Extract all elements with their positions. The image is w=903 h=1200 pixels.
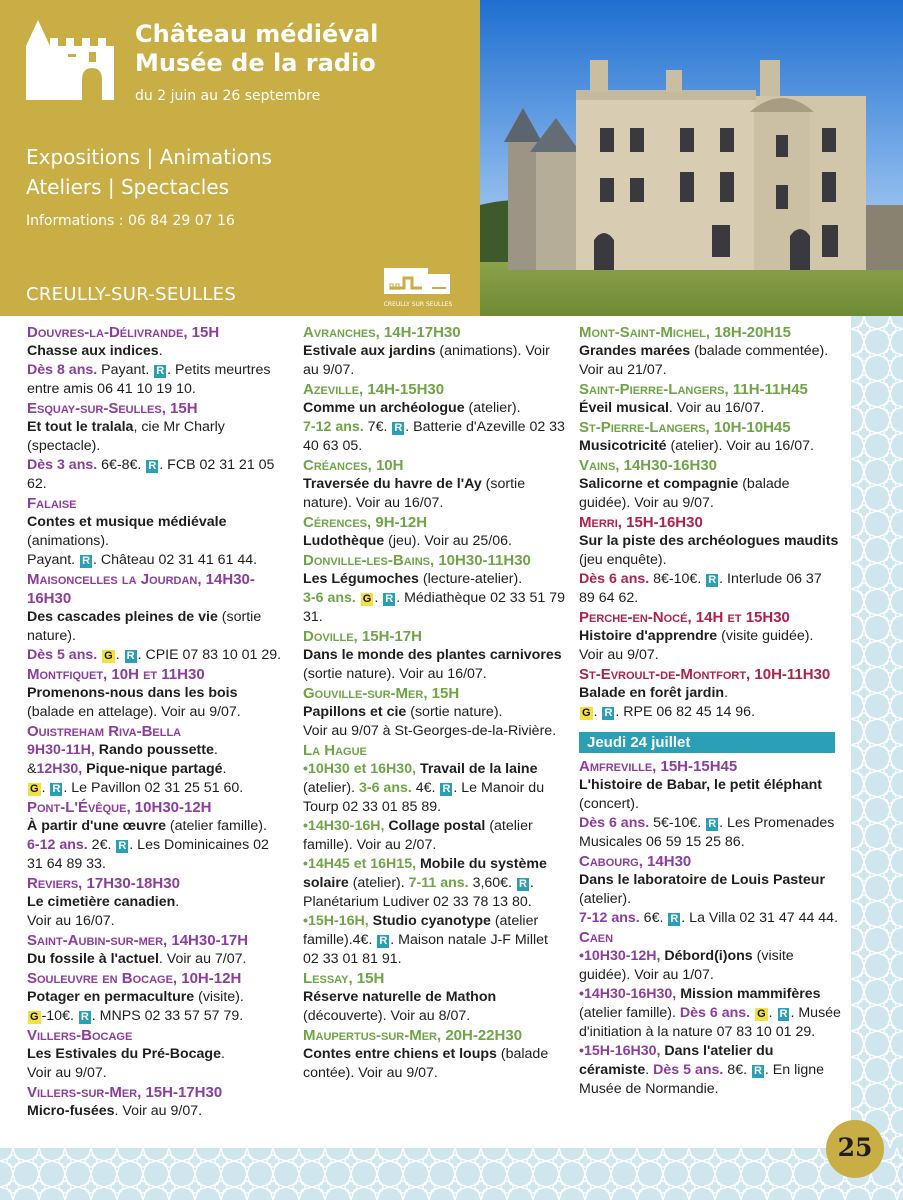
event-title: Micro-fusées [27,1103,115,1119]
event-location: Esquay-sur-Seulles, 15H [27,400,198,417]
event-text: (atelier). [464,400,521,416]
column-3 [579,323,841,1099]
event-text: . [213,742,218,758]
event-highlight: •10H30-12H, [579,948,661,964]
event-details [27,342,287,399]
event-location: Gouville-sur-Mer, 15H [303,685,460,702]
event-title: Pique-nique partagé [82,761,223,777]
event-location: Avranches, 14H-17H30 [303,324,461,341]
event-text: . Voir au 7/07. [158,951,247,967]
event-text: . [768,1005,777,1021]
event-text: (balade commentée). Voir au 21/07. [579,343,829,378]
day-header: Jeudi 24 juillet [579,732,835,753]
free-badge: G [104,650,113,662]
event-text: . [115,647,124,663]
event-entry [27,494,287,570]
event-text: . Les Dominicaines 02 31 64 89 33. [27,837,269,872]
event-details [27,893,287,931]
event-title: À partir d'une œuvre [27,818,166,834]
event-title: Traversée du havre de l'Ay [303,476,482,492]
event-text [750,1005,754,1021]
event-text: (découverte). Voir au 8/07. [303,1008,471,1024]
event-title: Balade en forêt jardin [579,685,725,701]
reservation-badge: R [148,460,157,472]
event-text [356,590,360,606]
event-entry [27,570,287,665]
event-title: Les Estivales du Pré-Bocage [27,1046,221,1062]
event-text: . Batterie d'Azeville 02 33 40 63 05. [303,419,565,454]
event-text: (atelier). [303,780,359,796]
reservation-badge: R [394,422,403,434]
event-text: (atelier). Voir au 16/07. [666,438,814,454]
event-text: . Voir au 9/07. [114,1103,203,1119]
reservation-badge: R [385,593,394,605]
event-title: Débord(i)ons [660,948,753,964]
event-details [303,1045,565,1083]
event-highlight: 7-11 ans. [408,875,469,891]
event-details [303,532,565,551]
event-details [579,776,841,852]
event-text: , cie Mr Charly (spectacle). [27,419,225,454]
event-text: . CPIE 07 83 10 01 29. [137,647,282,663]
event-entry [579,380,841,418]
event-text: (concert). [579,796,639,812]
event-text: Payant. [97,362,154,378]
event-text: 5€-10€. [649,815,706,831]
event-title: Promenons-nous dans les bois [27,685,238,701]
castle-photo [480,0,903,316]
event-text: . En ligne Musée de Normandie. [579,1062,825,1097]
event-text: (jeu). Voir au 25/06. [384,533,512,549]
event-title: Les Légumoches [303,571,419,587]
event-title: Sur la piste des archéologues maudits [579,533,839,549]
event-text: & [27,761,37,777]
event-entry [579,608,841,665]
event-text: (sortie nature). Voir au 16/07. [303,476,526,511]
banner-activities-line1: Expositions | Animations [26,145,272,169]
event-title: Estivale aux jardins [303,343,436,359]
event-text: Payant. [27,552,80,568]
event-entry [303,456,565,513]
event-text: 4€. [411,780,440,796]
free-badge: G [757,1008,766,1020]
event-details [27,988,287,1026]
event-highlight: •10H30 et 16H30, [303,761,417,777]
event-entry [27,722,287,798]
event-text: (visite guidée). Voir au 9/07. [579,628,814,663]
event-text: . [724,685,729,701]
event-details [579,627,841,665]
event-highlight: Dès 6 ans. [579,815,650,831]
event-text: . Musée d'initiation à la nature 07 83 10 01 29. [579,1005,841,1040]
event-text: (balade guidée). Voir au 9/07. [579,476,790,511]
event-entry [27,399,287,494]
event-details [303,703,565,741]
event-text: . Petits meurtres entre amis 06 41 10 19 10. [27,362,271,397]
event-highlight: 3-6 ans. [303,590,356,606]
castle-icon [22,16,122,100]
town-logo [380,266,456,310]
event-text: (animations). [27,533,110,549]
event-details [579,684,841,722]
reservation-badge: R [604,707,613,719]
event-details [27,418,287,494]
event-text: . Château 02 31 41 61 44. [93,552,258,568]
event-text: (atelier famille). [165,818,267,834]
event-entry [579,323,841,380]
event-location: Douvres-la-Délivrande, 15H [27,324,220,341]
event-highlight: Dès 3 ans. [27,457,98,473]
reservation-badge: R [126,650,135,662]
event-location: Azeville, 14H-15H30 [303,381,445,398]
event-text: . [220,1046,225,1062]
banner-title-line1: Château médiéval [135,20,379,48]
event-location: Merri, 15H-16H30 [579,514,703,531]
event-text: (sortie nature). [27,609,262,644]
reservation-badge: R [670,913,679,925]
event-highlight: •14H30-16H30, [579,986,677,1002]
event-location: Cabourg, 14H30 [579,853,692,870]
event-location: Maupertus-sur-Mer, 20H-22H30 [303,1027,523,1044]
event-location: St-Pierre-Langers, 10H-10H45 [579,419,791,436]
event-details [579,342,841,380]
event-entry [27,874,287,931]
event-text: Voir au 9/07. [27,1065,107,1081]
event-entry [27,1026,287,1083]
event-text: (animations). Voir au 9/07. [303,343,550,378]
event-title: Potager en permaculture [27,989,195,1005]
event-location: Pont-L'Évêque, 10H30-12H [27,799,212,816]
event-details [27,608,287,665]
event-title: Du fossile à l'actuel [27,951,159,967]
event-text: Voir au 16/07. [27,913,115,929]
event-details [27,1045,287,1083]
event-details [579,947,841,1099]
event-details [579,532,841,608]
event-details [27,741,287,798]
event-highlight: Dès 5 ans. [653,1062,724,1078]
event-text: 8€-10€. [649,571,706,587]
event-location: Doville, 15H-17H [303,628,422,645]
event-text: . Le Manoir du Tourp 02 33 01 85 89. [303,780,545,815]
event-details [303,760,565,969]
event-location: Reviers, 17H30-18H30 [27,875,180,892]
column-1 [27,323,287,1121]
event-text: (lecture-atelier). [418,571,523,587]
reservation-badge: R [779,1008,788,1020]
banner-activities [26,142,272,202]
reservation-badge: R [80,1011,89,1023]
event-location: Donville-les-Bains, 10H30-11H30 [303,552,531,569]
event-title: Dans le laboratoire de Louis Pasteur [579,872,825,888]
event-highlight: Dès 5 ans. [27,647,98,663]
event-text: . [175,894,180,910]
event-text: Voir au 9/07 à St-Georges-de-la-Rivière. [303,723,557,739]
event-title: Collage postal [384,818,486,834]
event-text: . Maison natale J-F Millet 02 33 01 81 91. [303,932,548,967]
event-text: (atelier famille). Voir au 2/07. [303,818,533,853]
event-details [27,950,287,969]
event-banner [0,0,480,316]
event-text: . [41,780,50,796]
event-text: 8€. [723,1062,751,1078]
event-text: (atelier). [579,891,632,907]
event-text: (jeu enquête). [579,552,667,568]
event-title: Chasse aux indices [27,343,159,359]
event-entry [579,665,841,722]
event-details [303,475,565,513]
event-details [579,437,841,456]
event-entry [27,665,287,722]
event-title: Mobile du système solaire [303,856,547,891]
event-text: . [222,761,227,777]
event-highlight: Dès 8 ans. [27,362,98,378]
event-text: (atelier famille).4€. [303,913,539,948]
event-title: Réserve naturelle de Mathon [303,989,497,1005]
event-text: . RPE 06 82 45 14 96. [615,704,756,720]
event-text: . La Villa 02 31 47 44 44. [681,910,839,926]
event-highlight: Dès 6 ans. [579,571,650,587]
event-entry [579,928,841,1099]
event-highlight: 12H30, [36,761,83,777]
bottom-pattern [0,1148,903,1200]
event-highlight: 9H30-11H, [27,742,95,758]
event-entry [303,969,565,1026]
event-title: Et tout le tralala [27,419,134,435]
event-entry [579,852,841,928]
event-location: Cérences, 9H-12H [303,514,428,531]
event-text: 2€. [87,837,116,853]
event-text: (visite guidée). Voir au 1/07. [579,948,794,983]
reservation-badge: R [156,365,165,377]
event-entry [303,323,565,380]
event-text: . [645,1062,654,1078]
event-title: Histoire d'apprendre [579,628,718,644]
event-text: . Le Pavillon 02 31 25 51 60. [63,780,244,796]
event-highlight: 3-6 ans. [358,780,412,796]
event-location: Montfiquet, 10H et 11H30 [27,666,205,683]
event-location: Falaise [27,495,77,512]
banner-town: CREULLY-SUR-SEULLES [26,284,237,305]
event-entry [27,798,287,874]
event-location: Créances, 10H [303,457,404,474]
free-badge: G [362,593,372,605]
side-pattern [851,316,903,1200]
event-entry [303,513,565,551]
reservation-badge: R [708,574,717,586]
event-highlight: 7-12 ans. [303,419,364,435]
event-text [97,647,101,663]
reservation-badge: R [708,818,717,830]
free-badge: G [30,1011,39,1023]
event-title: Papillons et cie [303,704,407,720]
event-entry [579,757,841,852]
event-title: Grandes marées [579,343,691,359]
event-location: Perche-en-Nocé, 14H et 15H30 [579,609,790,626]
event-details [579,399,841,418]
event-text: 7€. [363,419,392,435]
event-entry [579,418,841,456]
event-text: -10€. [41,1008,78,1024]
event-details [303,570,565,627]
reservation-badge: R [518,878,527,890]
event-text: (balade contée). Voir au 9/07. [303,1046,549,1081]
reservation-badge: R [52,783,61,795]
event-location: La Hague [303,742,367,759]
town-logo-icon [380,266,456,300]
event-location: Saint-Pierre-Langers, 11H-11H45 [579,381,808,398]
event-location: Villers-Bocage [27,1027,133,1044]
event-title: Contes et musique médiévale [27,514,227,530]
event-entry [303,627,565,684]
event-highlight: •15H-16H, [303,913,369,929]
event-text: 6€. [639,910,668,926]
event-location: Vains, 14H30-16H30 [579,457,718,474]
event-location: Caen [579,929,614,946]
event-text: (visite). [194,989,244,1005]
event-location: Mont-Saint-Michel, 18H-20H15 [579,324,791,341]
free-badge: G [582,707,591,719]
event-title: Rando poussette [94,742,214,758]
event-highlight: Dès 6 ans. [679,1005,751,1021]
event-location: Maisoncelles la Jourdan, 14H30-16H30 [27,571,255,607]
event-text: . Médiathèque 02 33 51 79 31. [303,590,566,625]
event-title: Contes entre chiens et loups [303,1046,497,1062]
event-title: L'histoire de Babar, le petit éléphant [579,777,823,793]
event-details [27,513,287,570]
event-text: . Voir au 16/07. [668,400,765,416]
event-entry [303,380,565,456]
page-number: 25 [826,1120,884,1178]
event-text: 3,60€. [468,875,516,891]
event-text: . Interlude 06 37 89 64 62. [579,571,822,606]
event-text: (balade en attelage). Voir au 9/07. [27,704,241,720]
event-entry [303,684,565,741]
event-title: Ludothèque [303,533,385,549]
event-title: Comme un archéologue [303,400,465,416]
event-location: Villers-sur-Mer, 15H-17H30 [27,1084,223,1101]
event-text: . [374,590,383,606]
event-details [303,342,565,380]
event-details [303,646,565,684]
event-title: Des cascades pleines de vie [27,609,218,625]
event-highlight: 7-12 ans. [579,910,640,926]
event-text: (atelier famille). [579,1005,680,1021]
column-2 [303,323,565,1083]
event-highlight: •14H45 et 16H15, [303,856,417,872]
town-logo-caption: CREULLY SUR SEULLES [383,301,453,308]
event-title: Musicotricité [579,438,667,454]
free-badge: G [30,783,39,795]
banner-title-line2: Musée de la radio [135,49,376,77]
event-location: Saint-Aubin-sur-mer, 14H30-17H [27,932,249,949]
reservation-badge: R [753,1065,762,1077]
event-entry [303,551,565,627]
event-text: (sortie nature). [406,704,503,720]
event-entry [579,513,841,608]
event-title: Salicorne et compagnie [579,476,739,492]
event-entry [27,931,287,969]
event-text: . MNPS 02 33 57 57 79. [91,1008,244,1024]
event-entry [27,1083,287,1121]
event-text: . FCB 02 31 21 05 62. [27,457,275,492]
event-location: St-Evroult-de-Montfort, 10H-11H30 [579,666,831,683]
reservation-badge: R [379,935,388,947]
event-title: Travail de la laine [416,761,538,777]
event-location: Lessay, 15H [303,970,385,987]
event-entry [579,456,841,513]
event-details [27,817,287,874]
event-title: Éveil musical [579,400,669,416]
event-title: Dans le monde des plantes carnivores [303,647,562,663]
event-details [579,871,841,928]
banner-activities-line2: Ateliers | Spectacles [26,175,230,199]
event-title: Studio cyanotype [368,913,491,929]
reservation-badge: R [82,555,91,567]
event-location: Amfreville, 15H-15H45 [579,758,738,775]
event-details [579,475,841,513]
event-text: . Les Promenades Musicales 06 59 15 25 86. [579,815,835,850]
event-details [303,988,565,1026]
event-title: Le cimetière canadien [27,894,176,910]
event-entry [303,1026,565,1083]
banner-dates: du 2 juin au 26 septembre [135,88,321,104]
event-text: (sortie nature). Voir au 16/07. [303,666,487,682]
event-text: . [593,704,602,720]
event-details [27,1102,287,1121]
event-text: (atelier). [348,875,409,891]
event-location: Souleuvre en Bocage, 10H-12H [27,970,242,987]
event-highlight: •14H30-16H, [303,818,385,834]
event-highlight: 6-12 ans. [27,837,88,853]
event-details [27,684,287,722]
event-entry [27,323,287,399]
event-details [303,399,565,456]
event-entry [303,741,565,969]
event-location: Ouistreham Riva-Bella [27,723,182,740]
event-title: Dans l'atelier du céramiste [579,1043,774,1078]
event-text: . Planétarium Ludiver 02 33 78 13 80. [303,875,534,910]
event-entry [27,969,287,1026]
banner-title [135,20,378,78]
banner-info: Informations : 06 84 29 07 16 [26,213,235,229]
event-highlight: •15H-16H30, [579,1043,661,1059]
event-text: 6€-8€. [97,457,146,473]
reservation-badge: R [442,783,451,795]
event-title: Mission mammifères [676,986,821,1002]
reservation-badge: R [118,840,127,852]
event-text: . [158,343,163,359]
